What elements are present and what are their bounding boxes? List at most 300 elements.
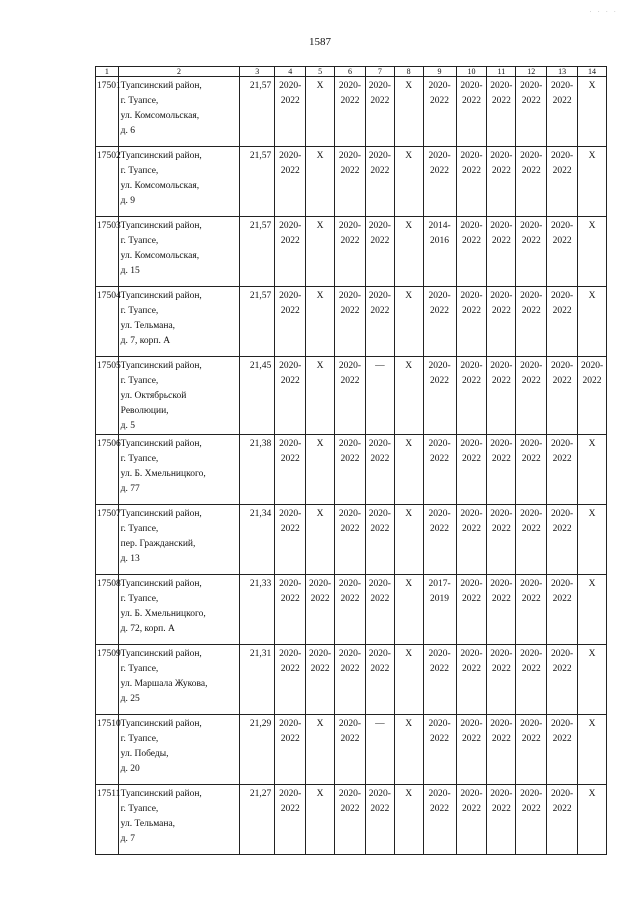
period-line: 2020- bbox=[551, 579, 574, 589]
period-cell bbox=[456, 435, 487, 505]
period-line: 2022 bbox=[461, 524, 481, 534]
period-line: X bbox=[316, 291, 324, 301]
period-line: 2020- bbox=[490, 81, 513, 91]
period-cell bbox=[456, 645, 487, 715]
period-line: 2022 bbox=[552, 804, 572, 814]
address-cell bbox=[118, 217, 240, 287]
period-line: 2022 bbox=[521, 166, 541, 176]
period-line: 2022 bbox=[340, 734, 360, 744]
period-line: X bbox=[316, 81, 324, 91]
period-line: 2022 bbox=[310, 664, 330, 674]
period-line: 2020- bbox=[338, 361, 362, 371]
period-cell bbox=[578, 77, 607, 147]
period-line: 2022 bbox=[521, 376, 541, 386]
period-cell bbox=[275, 645, 306, 715]
period-cell bbox=[365, 147, 394, 217]
period-line: 2020- bbox=[490, 361, 513, 371]
period-line: 2022 bbox=[430, 96, 450, 106]
period-line: 2020- bbox=[279, 509, 302, 519]
address-line: ул. Комсомольская, bbox=[120, 251, 200, 261]
period-cell bbox=[365, 575, 394, 645]
period-cell bbox=[334, 357, 365, 435]
period-cell bbox=[306, 505, 335, 575]
table-body bbox=[96, 67, 607, 855]
period-line: 2020- bbox=[490, 649, 513, 659]
address-line: Туапсинский район, bbox=[120, 579, 202, 589]
period-line: 2022 bbox=[552, 594, 572, 604]
address-line: Туапсинский район, bbox=[120, 719, 202, 729]
header-cell: 6 bbox=[334, 67, 365, 77]
period-line: 2020- bbox=[551, 789, 574, 799]
period-line: 2020- bbox=[338, 789, 362, 799]
period-cell bbox=[334, 785, 365, 855]
period-cell bbox=[394, 575, 423, 645]
period-cell bbox=[306, 575, 335, 645]
period-cell bbox=[456, 217, 487, 287]
period-line: 2022 bbox=[552, 734, 572, 744]
period-cell bbox=[487, 715, 516, 785]
period-line: 2022 bbox=[552, 454, 572, 464]
address-line: Туапсинский район, bbox=[120, 361, 202, 371]
table-row bbox=[96, 715, 607, 785]
period-cell bbox=[306, 287, 335, 357]
period-line: X bbox=[316, 509, 324, 519]
period-cell bbox=[487, 785, 516, 855]
address-line: г. Туапсе, bbox=[120, 804, 159, 814]
period-line: 2022 bbox=[280, 166, 300, 176]
period-cell bbox=[578, 575, 607, 645]
period-line: X bbox=[588, 649, 596, 659]
period-cell bbox=[365, 77, 394, 147]
period-line: 2020- bbox=[428, 291, 451, 301]
address-line: д. 20 bbox=[120, 764, 140, 774]
period-line: X bbox=[316, 361, 324, 371]
period-line: 2022 bbox=[370, 804, 390, 814]
address-line: д. 15 bbox=[120, 266, 140, 276]
period-line: 2022 bbox=[430, 376, 450, 386]
period-line: 2014- bbox=[428, 221, 451, 231]
area-cell: 21,27 bbox=[240, 785, 275, 855]
period-line: 2022 bbox=[521, 664, 541, 674]
period-line: X bbox=[588, 151, 596, 161]
period-cell bbox=[394, 785, 423, 855]
period-cell bbox=[487, 217, 516, 287]
period-cell bbox=[394, 435, 423, 505]
period-line: 2022 bbox=[340, 306, 360, 316]
period-line: 2022 bbox=[461, 804, 481, 814]
period-line: 2022 bbox=[491, 454, 511, 464]
period-line: 2022 bbox=[370, 594, 390, 604]
period-line: 2020- bbox=[520, 579, 543, 589]
period-line: 2020- bbox=[279, 221, 302, 231]
row-number: 17508 bbox=[96, 575, 119, 645]
period-line: X bbox=[405, 81, 413, 91]
header-cell: 1 bbox=[96, 67, 119, 77]
period-line: 2020- bbox=[368, 439, 391, 449]
row-number: 17510 bbox=[96, 715, 119, 785]
header-cell: 10 bbox=[456, 67, 487, 77]
period-line: 2020- bbox=[428, 789, 451, 799]
table-row bbox=[96, 785, 607, 855]
address-line: г. Туапсе, bbox=[120, 236, 159, 246]
table-row bbox=[96, 435, 607, 505]
period-line: X bbox=[316, 439, 324, 449]
period-line: 2022 bbox=[461, 734, 481, 744]
address-cell bbox=[118, 645, 240, 715]
period-line: 2022 bbox=[461, 236, 481, 246]
period-line: 2022 bbox=[491, 664, 511, 674]
period-line: 2020- bbox=[308, 649, 332, 659]
period-cell bbox=[423, 715, 456, 785]
period-line: 2022 bbox=[280, 524, 300, 534]
period-cell bbox=[306, 217, 335, 287]
period-line: 2020- bbox=[460, 81, 483, 91]
period-line: 2022 bbox=[461, 664, 481, 674]
period-line: 2020- bbox=[490, 151, 513, 161]
period-line: 2020- bbox=[460, 789, 483, 799]
period-line: X bbox=[316, 789, 324, 799]
period-cell bbox=[306, 357, 335, 435]
table-row bbox=[96, 147, 607, 217]
period-line: 2022 bbox=[340, 594, 360, 604]
period-line: 2019 bbox=[430, 594, 450, 604]
period-line: 2020- bbox=[460, 221, 483, 231]
period-line: X bbox=[316, 719, 324, 729]
period-line: 2022 bbox=[430, 166, 450, 176]
period-cell bbox=[487, 505, 516, 575]
address-line: ул. Октябрьской bbox=[120, 391, 187, 401]
period-cell bbox=[306, 715, 335, 785]
period-line: 2020- bbox=[279, 719, 302, 729]
period-cell bbox=[275, 785, 306, 855]
period-line: 2020- bbox=[460, 509, 483, 519]
area-cell: 21,57 bbox=[240, 287, 275, 357]
period-line: 2022 bbox=[370, 306, 390, 316]
address-line: Туапсинский район, bbox=[120, 649, 202, 659]
period-line: X bbox=[405, 579, 413, 589]
period-cell bbox=[423, 785, 456, 855]
area-cell: 21,31 bbox=[240, 645, 275, 715]
period-line: 2022 bbox=[521, 454, 541, 464]
address-line: д. 7 bbox=[120, 834, 135, 844]
period-cell bbox=[578, 645, 607, 715]
period-line: 2020- bbox=[551, 649, 574, 659]
period-cell bbox=[275, 505, 306, 575]
period-line: 2020- bbox=[551, 719, 574, 729]
period-line: 2022 bbox=[280, 804, 300, 814]
period-cell bbox=[578, 287, 607, 357]
period-cell bbox=[394, 505, 423, 575]
period-line: X bbox=[405, 649, 413, 659]
address-line: ул. Б. Хмельницкого, bbox=[120, 469, 206, 479]
row-number: 17509 bbox=[96, 645, 119, 715]
period-cell bbox=[306, 77, 335, 147]
period-line: 2020- bbox=[520, 439, 543, 449]
period-cell bbox=[394, 287, 423, 357]
period-line: 2020- bbox=[428, 361, 451, 371]
address-cell bbox=[118, 77, 240, 147]
period-cell bbox=[334, 645, 365, 715]
period-line: — bbox=[375, 719, 385, 729]
period-cell bbox=[547, 357, 578, 435]
period-line: 2020- bbox=[580, 361, 604, 371]
period-cell bbox=[547, 715, 578, 785]
area-cell: 21,57 bbox=[240, 217, 275, 287]
period-line: 2022 bbox=[552, 96, 572, 106]
period-cell bbox=[334, 287, 365, 357]
address-cell bbox=[118, 287, 240, 357]
period-line: 2020- bbox=[551, 151, 574, 161]
period-cell bbox=[516, 505, 547, 575]
period-line: 2020- bbox=[338, 291, 362, 301]
period-cell bbox=[456, 77, 487, 147]
period-line: 2022 bbox=[340, 664, 360, 674]
period-line: 2022 bbox=[552, 236, 572, 246]
address-line: пер. Гражданский, bbox=[120, 539, 196, 549]
period-cell bbox=[306, 645, 335, 715]
row-number: 17511 bbox=[96, 785, 119, 855]
period-cell bbox=[516, 287, 547, 357]
address-line: г. Туапсе, bbox=[120, 734, 159, 744]
area-cell: 21,29 bbox=[240, 715, 275, 785]
period-line: 2020- bbox=[368, 221, 391, 231]
period-line: 2020- bbox=[460, 151, 483, 161]
period-line: 2022 bbox=[280, 376, 300, 386]
address-line: ул. Тельмана, bbox=[120, 819, 176, 829]
period-cell bbox=[487, 287, 516, 357]
period-line: 2022 bbox=[430, 664, 450, 674]
period-line: 2022 bbox=[370, 236, 390, 246]
period-line: 2020- bbox=[428, 719, 451, 729]
period-line: 2020- bbox=[490, 221, 513, 231]
address-line: Туапсинский район, bbox=[120, 509, 202, 519]
period-line: X bbox=[405, 719, 413, 729]
address-line: д. 7, корп. А bbox=[120, 336, 171, 346]
header-row bbox=[96, 67, 607, 77]
header-cell: 12 bbox=[516, 67, 547, 77]
period-line: 2020- bbox=[368, 151, 391, 161]
period-line: 2022 bbox=[491, 804, 511, 814]
row-number: 17503 bbox=[96, 217, 119, 287]
address-line: ул. Комсомольская, bbox=[120, 111, 200, 121]
period-line: 2022 bbox=[430, 804, 450, 814]
period-line: 2020- bbox=[338, 81, 362, 91]
period-line: 2020- bbox=[551, 361, 574, 371]
address-cell bbox=[118, 575, 240, 645]
address-line: г. Туапсе, bbox=[120, 524, 159, 534]
period-line: 2020- bbox=[279, 579, 302, 589]
period-cell bbox=[516, 715, 547, 785]
period-cell bbox=[456, 287, 487, 357]
period-line: 2020- bbox=[279, 649, 302, 659]
data-table bbox=[95, 66, 607, 855]
period-cell bbox=[578, 785, 607, 855]
address-cell bbox=[118, 505, 240, 575]
row-number: 17507 bbox=[96, 505, 119, 575]
period-line: 2020- bbox=[490, 719, 513, 729]
period-cell bbox=[487, 435, 516, 505]
period-line: 2022 bbox=[521, 306, 541, 316]
period-cell bbox=[365, 505, 394, 575]
period-line: 2020- bbox=[520, 221, 543, 231]
period-cell bbox=[516, 77, 547, 147]
header-cell: 13 bbox=[547, 67, 578, 77]
header-cell: 4 bbox=[275, 67, 306, 77]
period-line: X bbox=[405, 361, 413, 371]
period-cell bbox=[275, 435, 306, 505]
address-line: Туапсинский район, bbox=[120, 221, 202, 231]
period-cell bbox=[578, 357, 607, 435]
period-cell bbox=[275, 77, 306, 147]
corner-mark: · · · · bbox=[589, 8, 618, 16]
period-line: 2020- bbox=[368, 579, 391, 589]
period-cell bbox=[578, 217, 607, 287]
period-line: 2022 bbox=[521, 96, 541, 106]
period-line: 2022 bbox=[340, 96, 360, 106]
period-line: 2022 bbox=[370, 524, 390, 534]
period-line: 2020- bbox=[520, 361, 543, 371]
address-line: д. 9 bbox=[120, 196, 135, 206]
period-line: 2022 bbox=[430, 734, 450, 744]
period-cell bbox=[456, 505, 487, 575]
period-line: 2022 bbox=[461, 376, 481, 386]
period-cell bbox=[456, 147, 487, 217]
address-line: Туапсинский район, bbox=[120, 151, 202, 161]
address-line: ул. Комсомольская, bbox=[120, 181, 200, 191]
address-line: г. Туапсе, bbox=[120, 594, 159, 604]
header-cell: 3 bbox=[240, 67, 275, 77]
period-line: 2022 bbox=[461, 96, 481, 106]
period-line: 2020- bbox=[338, 509, 362, 519]
address-line: Туапсинский район, bbox=[120, 291, 202, 301]
period-cell bbox=[334, 147, 365, 217]
period-cell bbox=[578, 435, 607, 505]
address-cell bbox=[118, 435, 240, 505]
period-cell bbox=[394, 645, 423, 715]
period-line: 2020- bbox=[520, 649, 543, 659]
period-line: 2022 bbox=[491, 166, 511, 176]
period-cell bbox=[275, 217, 306, 287]
row-number: 17505 bbox=[96, 357, 119, 435]
period-line: 2022 bbox=[521, 594, 541, 604]
period-cell bbox=[423, 77, 456, 147]
period-line: 2020- bbox=[338, 221, 362, 231]
period-line: 2022 bbox=[370, 664, 390, 674]
period-cell bbox=[487, 575, 516, 645]
address-line: г. Туапсе, bbox=[120, 454, 159, 464]
period-line: 2022 bbox=[280, 734, 300, 744]
period-line: 2022 bbox=[430, 454, 450, 464]
address-line: д. 25 bbox=[120, 694, 140, 704]
period-line: 2022 bbox=[280, 594, 300, 604]
table-row bbox=[96, 575, 607, 645]
period-line: X bbox=[588, 81, 596, 91]
address-cell bbox=[118, 785, 240, 855]
period-cell bbox=[547, 435, 578, 505]
period-line: 2022 bbox=[430, 306, 450, 316]
period-cell bbox=[275, 715, 306, 785]
period-line: 2022 bbox=[491, 376, 511, 386]
period-cell bbox=[456, 785, 487, 855]
address-cell bbox=[118, 357, 240, 435]
period-line: 2022 bbox=[521, 236, 541, 246]
address-line: Туапсинский район, bbox=[120, 439, 202, 449]
period-line: 2022 bbox=[491, 236, 511, 246]
address-cell bbox=[118, 147, 240, 217]
period-cell bbox=[547, 217, 578, 287]
period-line: 2022 bbox=[552, 376, 572, 386]
period-line: 2020- bbox=[279, 81, 302, 91]
address-cell bbox=[118, 715, 240, 785]
period-line: 2022 bbox=[491, 96, 511, 106]
address-line: г. Туапсе, bbox=[120, 306, 159, 316]
period-line: 2020- bbox=[460, 719, 483, 729]
period-cell bbox=[306, 147, 335, 217]
period-cell bbox=[306, 785, 335, 855]
area-cell: 21,45 bbox=[240, 357, 275, 435]
period-line: X bbox=[405, 151, 413, 161]
period-line: 2020- bbox=[551, 291, 574, 301]
period-cell bbox=[365, 435, 394, 505]
period-cell bbox=[334, 435, 365, 505]
period-line: 2020- bbox=[338, 649, 362, 659]
period-line: 2022 bbox=[491, 524, 511, 534]
period-line: 2020- bbox=[428, 439, 451, 449]
period-cell bbox=[275, 575, 306, 645]
period-line: 2020- bbox=[338, 439, 362, 449]
period-line: 2022 bbox=[340, 524, 360, 534]
period-line: 2020- bbox=[338, 151, 362, 161]
address-line: Революции, bbox=[120, 406, 169, 416]
area-cell: 21,34 bbox=[240, 505, 275, 575]
period-cell bbox=[516, 357, 547, 435]
period-cell bbox=[365, 357, 394, 435]
period-line: 2020- bbox=[551, 509, 574, 519]
period-cell bbox=[547, 645, 578, 715]
row-number: 17504 bbox=[96, 287, 119, 357]
period-cell bbox=[456, 715, 487, 785]
address-line: д. 13 bbox=[120, 554, 140, 564]
period-line: 2020- bbox=[551, 81, 574, 91]
period-cell bbox=[394, 147, 423, 217]
period-cell bbox=[365, 287, 394, 357]
period-line: 2022 bbox=[552, 166, 572, 176]
period-line: 2020- bbox=[368, 789, 391, 799]
table-row bbox=[96, 77, 607, 147]
period-cell bbox=[547, 785, 578, 855]
period-line: 2020- bbox=[490, 789, 513, 799]
period-line: 2022 bbox=[430, 524, 450, 534]
period-line: 2022 bbox=[582, 376, 602, 386]
period-line: X bbox=[588, 221, 596, 231]
period-line: 2022 bbox=[280, 236, 300, 246]
period-cell bbox=[394, 357, 423, 435]
header-cell: 11 bbox=[487, 67, 516, 77]
period-line: X bbox=[405, 291, 413, 301]
period-line: X bbox=[316, 221, 324, 231]
row-number: 17501 bbox=[96, 77, 119, 147]
period-line: 2022 bbox=[521, 734, 541, 744]
period-cell bbox=[423, 217, 456, 287]
period-line: X bbox=[405, 439, 413, 449]
period-line: 2020- bbox=[490, 439, 513, 449]
period-line: X bbox=[405, 509, 413, 519]
period-line: 2020- bbox=[368, 649, 391, 659]
period-cell bbox=[365, 785, 394, 855]
period-line: 2020- bbox=[460, 291, 483, 301]
period-line: 2020- bbox=[490, 509, 513, 519]
period-cell bbox=[423, 505, 456, 575]
